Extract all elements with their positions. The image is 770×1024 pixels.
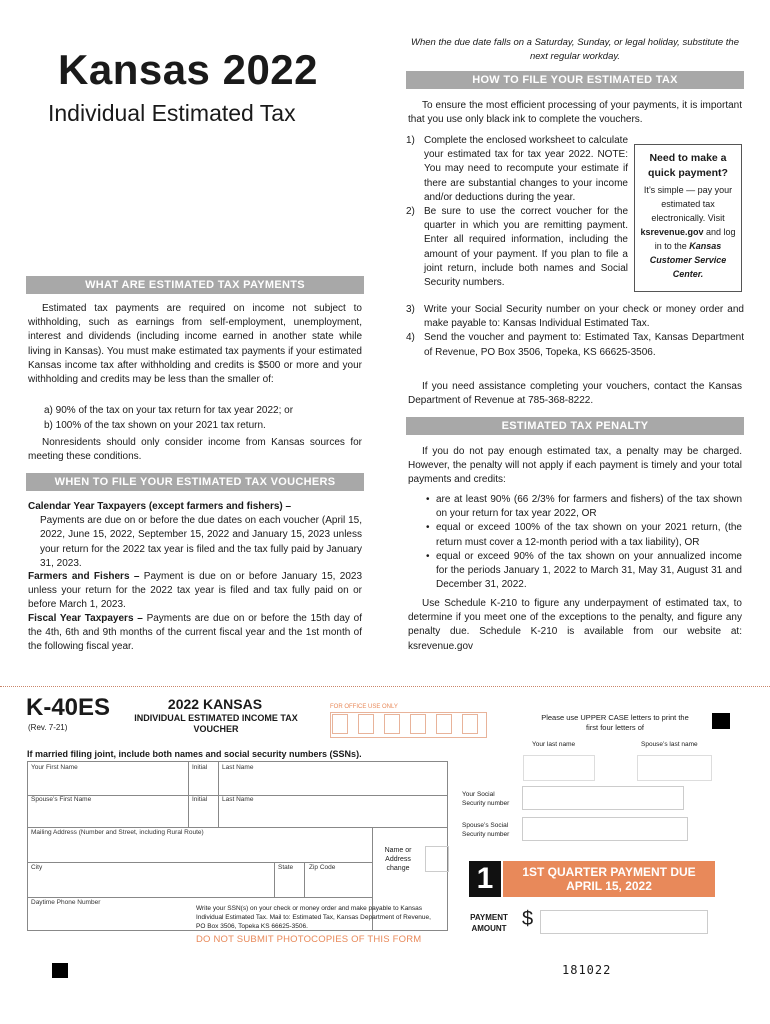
mailing-address-label: Mailing Address (Number and Street, including Rural Route) — [31, 829, 204, 836]
your-last-name-label: Your last name — [532, 741, 576, 748]
state-label: State — [278, 864, 294, 871]
spouse-first-name-label: Spouse’s First Name — [31, 796, 92, 803]
no-photocopy-warning: DO NOT SUBMIT PHOTOCOPIES OF THIS FORM — [196, 934, 422, 945]
what-header: WHAT ARE ESTIMATED TAX PAYMENTS — [26, 276, 364, 294]
step-4 — [406, 331, 744, 359]
your-last-name-code-input[interactable] — [523, 755, 595, 781]
fiscal-body: Payments are due on or before the 15th day of the 4th, 6th and 9th months of the current fiscal year and the 1st month of the following fiscal year. — [28, 613, 362, 653]
step-4-text: Send the voucher and payment to: Estimated Tax, Kansas Department of Revenue, PO Box 3506, Topeka, KS 66625-3506. — [424, 332, 744, 358]
what-paragraph: Estimated tax payments are required on income not subject to withholding, such as earnings from self-employment, unemployment, interest and dividends (including income earned in another state while living in Kansas). You must make estimated tax payments if your estimated Kansas income tax after withholding and credits is $500 or more and your withholding and credits may be less than the smaller of: — [28, 303, 362, 386]
calendar-year-body: Payments are due on or before the due dates on each voucher (April 15, 2022, June 15, 2022, September 15, 2022 and January 15, 2023 unless your return for the 2022 tax year is filed and the tax fully paid by January 31, 2023. — [40, 515, 362, 569]
spouse-initial-label: Initial — [192, 796, 208, 803]
phone-label: Daytime Phone Number — [31, 899, 101, 906]
your-ssn-input[interactable] — [522, 786, 684, 810]
spouse-last-name-label: Spouse’s last name — [641, 741, 698, 748]
cut-line — [0, 686, 770, 687]
name-change-label: Name or Address change — [384, 847, 412, 872]
payment-amount-label: PAYMENT AMOUNT — [470, 913, 508, 933]
phone-input[interactable] — [28, 907, 188, 929]
quarter-due-banner — [503, 861, 715, 897]
office-cell — [384, 714, 400, 734]
office-cell — [410, 714, 426, 734]
quick-payment-callout — [634, 144, 742, 292]
mailing-address-input[interactable] — [28, 838, 370, 860]
voucher-subtitle: INDIVIDUAL ESTIMATED INCOME TAX VOUCHER — [134, 713, 298, 734]
step-1 — [406, 134, 628, 205]
callout-brand: Kansas Customer Service Center. — [649, 241, 727, 279]
penalty-bullet-2: • equal or exceed 100% of the tax shown on your 2021 return, (the return must cover a 12-month period with a tax liability), OR — [408, 521, 742, 549]
ksrevenue-link[interactable]: ksrevenue.gov — [640, 227, 704, 237]
callout-title: Need to make a quick payment? — [648, 152, 728, 179]
step-1-number: 1) — [406, 135, 415, 146]
step-4-number: 4) — [406, 332, 415, 344]
callout-body-text: It’s simple — pay your estimated tax electronically. Visit — [643, 185, 733, 223]
page-title: Kansas 2022 — [58, 46, 319, 93]
upper-case-note: Please use UPPER CASE letters to print the first four letters of — [541, 713, 689, 732]
your-ssn-label: Your Social Security number — [462, 791, 510, 807]
penalty-bullet-3: • equal or exceed 90% of the tax shown on your annualized income for the periods January 1, 2022 to March 31, May 31, August 31 and December 31, 2022. — [408, 550, 742, 593]
voucher-year-title: 2022 KANSAS — [167, 696, 263, 712]
spouse-ssn-input[interactable] — [522, 817, 688, 841]
due-date-note: When the due date falls on a Saturday, Sunday, or legal holiday, substitute the next regular workday. — [411, 37, 739, 62]
spouse-last-name-input[interactable] — [220, 805, 446, 825]
registration-mark-bottom — [52, 963, 68, 978]
step-3 — [406, 303, 744, 331]
last-name-label: Last Name — [222, 764, 254, 771]
callout-body — [639, 183, 737, 281]
grid-line — [218, 761, 219, 827]
fiscal-heading: Fiscal Year Taxpayers – — [28, 613, 143, 624]
name-change-checkbox[interactable] — [425, 846, 449, 872]
how-header: HOW TO FILE YOUR ESTIMATED TAX — [406, 71, 744, 89]
page-subtitle — [48, 100, 296, 127]
penalty-paragraph-2: Use Schedule K-210 to figure any underpayment of estimated tax, to determine if you meet one of the exceptions to the penalty, and figure any penalty due. Schedule K-210 is available from our website at: ksrevenue.gov — [408, 598, 742, 652]
what-item-a: a) 90% of the tax on your tax return for tax year 2022; or — [44, 405, 294, 416]
what-paragraph-2: Nonresidents should only consider income from Kansas sources for meeting these conditions. — [28, 437, 362, 463]
payment-amount-input[interactable] — [540, 910, 708, 934]
form-code: 181022 — [562, 963, 612, 977]
joint-filing-note: If married filing joint, include both names and social security numbers (SSNs). — [27, 749, 362, 759]
step-2-text: Be sure to use the correct voucher for the quarter in which you are remitting payment. Enter all required information, including the amount of your payment. If you plan to file a joint return, include both names and Social Security numbers. — [424, 206, 628, 289]
office-cell — [436, 714, 452, 734]
page-subtitle-text: Individual Estimated Tax — [48, 100, 296, 126]
step-2 — [406, 205, 628, 290]
office-cell — [462, 714, 478, 734]
city-label: City — [31, 864, 43, 871]
penalty-intro: If you do not pay enough estimated tax, a penalty may be charged. However, the penalty will not apply if each payment is timely and your total payments and credits: — [408, 446, 742, 486]
when-header: WHEN TO FILE YOUR ESTIMATED TAX VOUCHERS — [26, 473, 364, 491]
mail-instructions: Write your SSN(s) on your check or money order and make payable to Kansas Individual Estimated Tax. Mail to: Estimated Tax, Kansas Department of Revenue, PO Box 3506, Topeka KS 66625-3506. — [196, 905, 431, 930]
penalty-bullet-1: • are at least 90% (66 2/3% for farmers and fishers) of the tax shown on your return for tax year 2022, OR — [408, 493, 742, 521]
city-input[interactable] — [28, 873, 272, 895]
callout-body-text-2: and log in to the — [654, 227, 736, 251]
grid-line — [188, 761, 189, 827]
form-id: K-40ES — [26, 694, 111, 721]
calendar-year-section — [28, 500, 362, 571]
last-name-input[interactable] — [220, 773, 446, 793]
office-cell — [332, 714, 348, 734]
how-steps-top — [406, 134, 628, 290]
farmers-heading: Farmers and Fishers – — [28, 571, 140, 582]
spouse-initial-input[interactable] — [190, 805, 216, 825]
grid-line — [274, 862, 275, 897]
grid-line — [27, 862, 372, 863]
penalty-header: ESTIMATED TAX PENALTY — [406, 417, 744, 435]
calendar-year-heading: Calendar Year Taxpayers (except farmers and fishers) – — [28, 501, 292, 512]
registration-mark — [712, 713, 730, 729]
quarter-number-badge: 1 — [469, 861, 501, 897]
spouse-first-name-input[interactable] — [28, 805, 186, 825]
office-use-label: FOR OFFICE USE ONLY — [330, 704, 398, 710]
farmers-section — [28, 570, 362, 613]
initial-label: Initial — [192, 764, 208, 771]
first-name-input[interactable] — [28, 773, 186, 793]
spouse-last-name-code-input[interactable] — [637, 755, 712, 781]
grid-line — [304, 862, 305, 897]
fiscal-section — [28, 612, 362, 655]
how-steps-bottom — [406, 303, 744, 360]
farmers-body: Payment is due on or before January 15, 2023 unless your return for the 2022 tax year is filed and tax fully paid on or before March 1, 2023. — [28, 571, 363, 611]
step-3-number: 3) — [406, 304, 415, 315]
penalty-bullets — [408, 493, 742, 592]
assistance-paragraph: If you need assistance completing your vouchers, contact the Kansas Department of Revenue at 785-368-8222. — [408, 381, 742, 407]
dollar-sign: $ — [522, 908, 534, 930]
first-name-label: Your First Name — [31, 764, 78, 771]
step-2-number: 2) — [406, 206, 415, 218]
spouse-ssn-label: Spouse’s Social Security number — [462, 822, 510, 838]
step-1-text: Complete the enclosed worksheet to calculate your estimated tax for tax year 2022. NOTE: You may need to recompute your estimate if there are substantial changes to your income and/or deductions during the year. — [424, 135, 629, 203]
quarter-due-line-1: 1ST QUARTER PAYMENT DUE — [522, 865, 696, 879]
spouse-last-name-label: Last Name — [222, 796, 254, 803]
office-cell — [358, 714, 374, 734]
initial-input[interactable] — [190, 773, 216, 793]
step-3-text: Write your Social Security number on your check or money order and make payable to: Kansas Individual Estimated Tax. — [424, 304, 744, 330]
how-intro: To ensure the most efficient processing of your payments, it is important that you use only black ink to complete the vouchers. — [408, 100, 742, 126]
form-revision: (Rev. 7-21) — [28, 723, 68, 732]
what-item-b: b) 100% of the tax shown on your 2021 tax return. — [44, 420, 266, 431]
zip-input[interactable] — [306, 873, 370, 895]
quarter-due-line-2: APRIL 15, 2022 — [566, 879, 652, 893]
grid-line — [27, 897, 372, 898]
zip-label: Zip Code — [309, 864, 336, 871]
state-input[interactable] — [276, 873, 302, 895]
grid-line — [27, 827, 448, 828]
